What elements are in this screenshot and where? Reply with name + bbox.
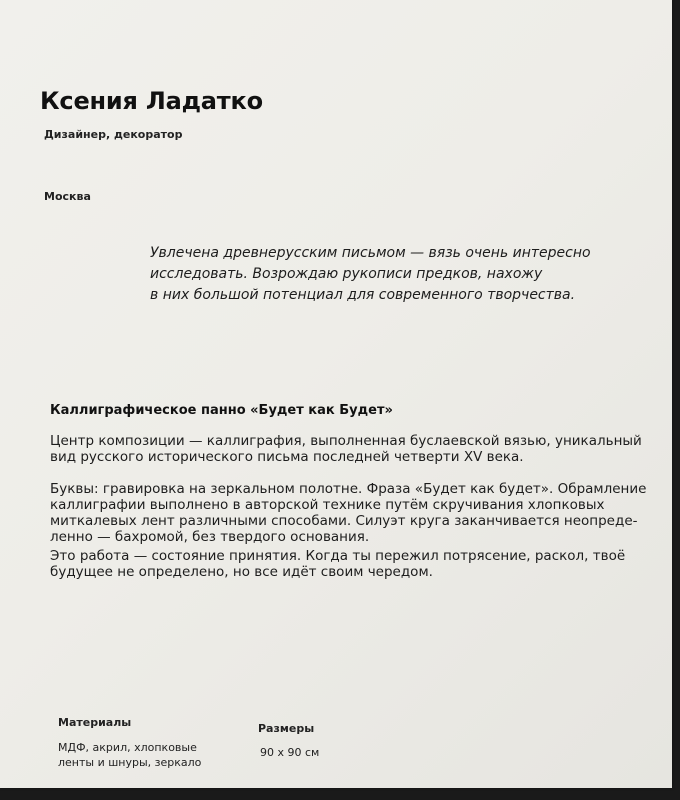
- materials-label: Материалы: [58, 716, 132, 729]
- artist-city: Москва: [44, 190, 91, 203]
- artist-role: Дизайнер, декоратор: [44, 128, 183, 141]
- artist-name: Ксения Ладатко: [40, 87, 263, 115]
- artist-quote: [150, 243, 630, 306]
- description-line: каллиграфии выполнено в авторской технике путём скручивания хлопковых: [50, 497, 605, 513]
- work-title: Каллиграфическое панно «Будет как Будет»: [50, 403, 393, 418]
- size-value: 90 х 90 см: [260, 746, 320, 759]
- work-description-paragraph: [50, 548, 660, 580]
- quote-line: исследовать. Возрождаю рукописи предков, нахожу: [150, 266, 543, 282]
- quote-line: Увлечена древнерусским письмом — вязь очень интересно: [150, 245, 591, 261]
- quote-line: в них большой потенциал для современного творчества.: [150, 287, 576, 303]
- work-description-paragraph: [50, 481, 660, 545]
- materials-line: ленты и шнуры, зеркало: [58, 756, 202, 769]
- description-line: вид русского исторического письма последней четверти XV века.: [50, 449, 524, 465]
- description-line: ленно — бахромой, без твердого основания.: [50, 529, 370, 545]
- work-description-paragraph: [50, 433, 660, 465]
- description-line: Это работа — состояние принятия. Когда ты пережил потрясение, раскол, твоё: [50, 548, 626, 564]
- description-line: будущее не определено, но все идёт своим чередом.: [50, 564, 433, 580]
- size-label: Размеры: [258, 722, 315, 735]
- materials-value: [58, 740, 201, 770]
- description-line: Буквы: гравировка на зеркальном полотне. Фраза «Будет как будет». Обрамление: [50, 481, 647, 497]
- materials-line: МДФ, акрил, хлопковые: [58, 741, 197, 754]
- description-line: Центр композиции — каллиграфия, выполненная буслаевской вязью, уникальный: [50, 433, 642, 449]
- description-line: миткалевых лент различными способами. Силуэт круга заканчивается неопреде-: [50, 513, 638, 529]
